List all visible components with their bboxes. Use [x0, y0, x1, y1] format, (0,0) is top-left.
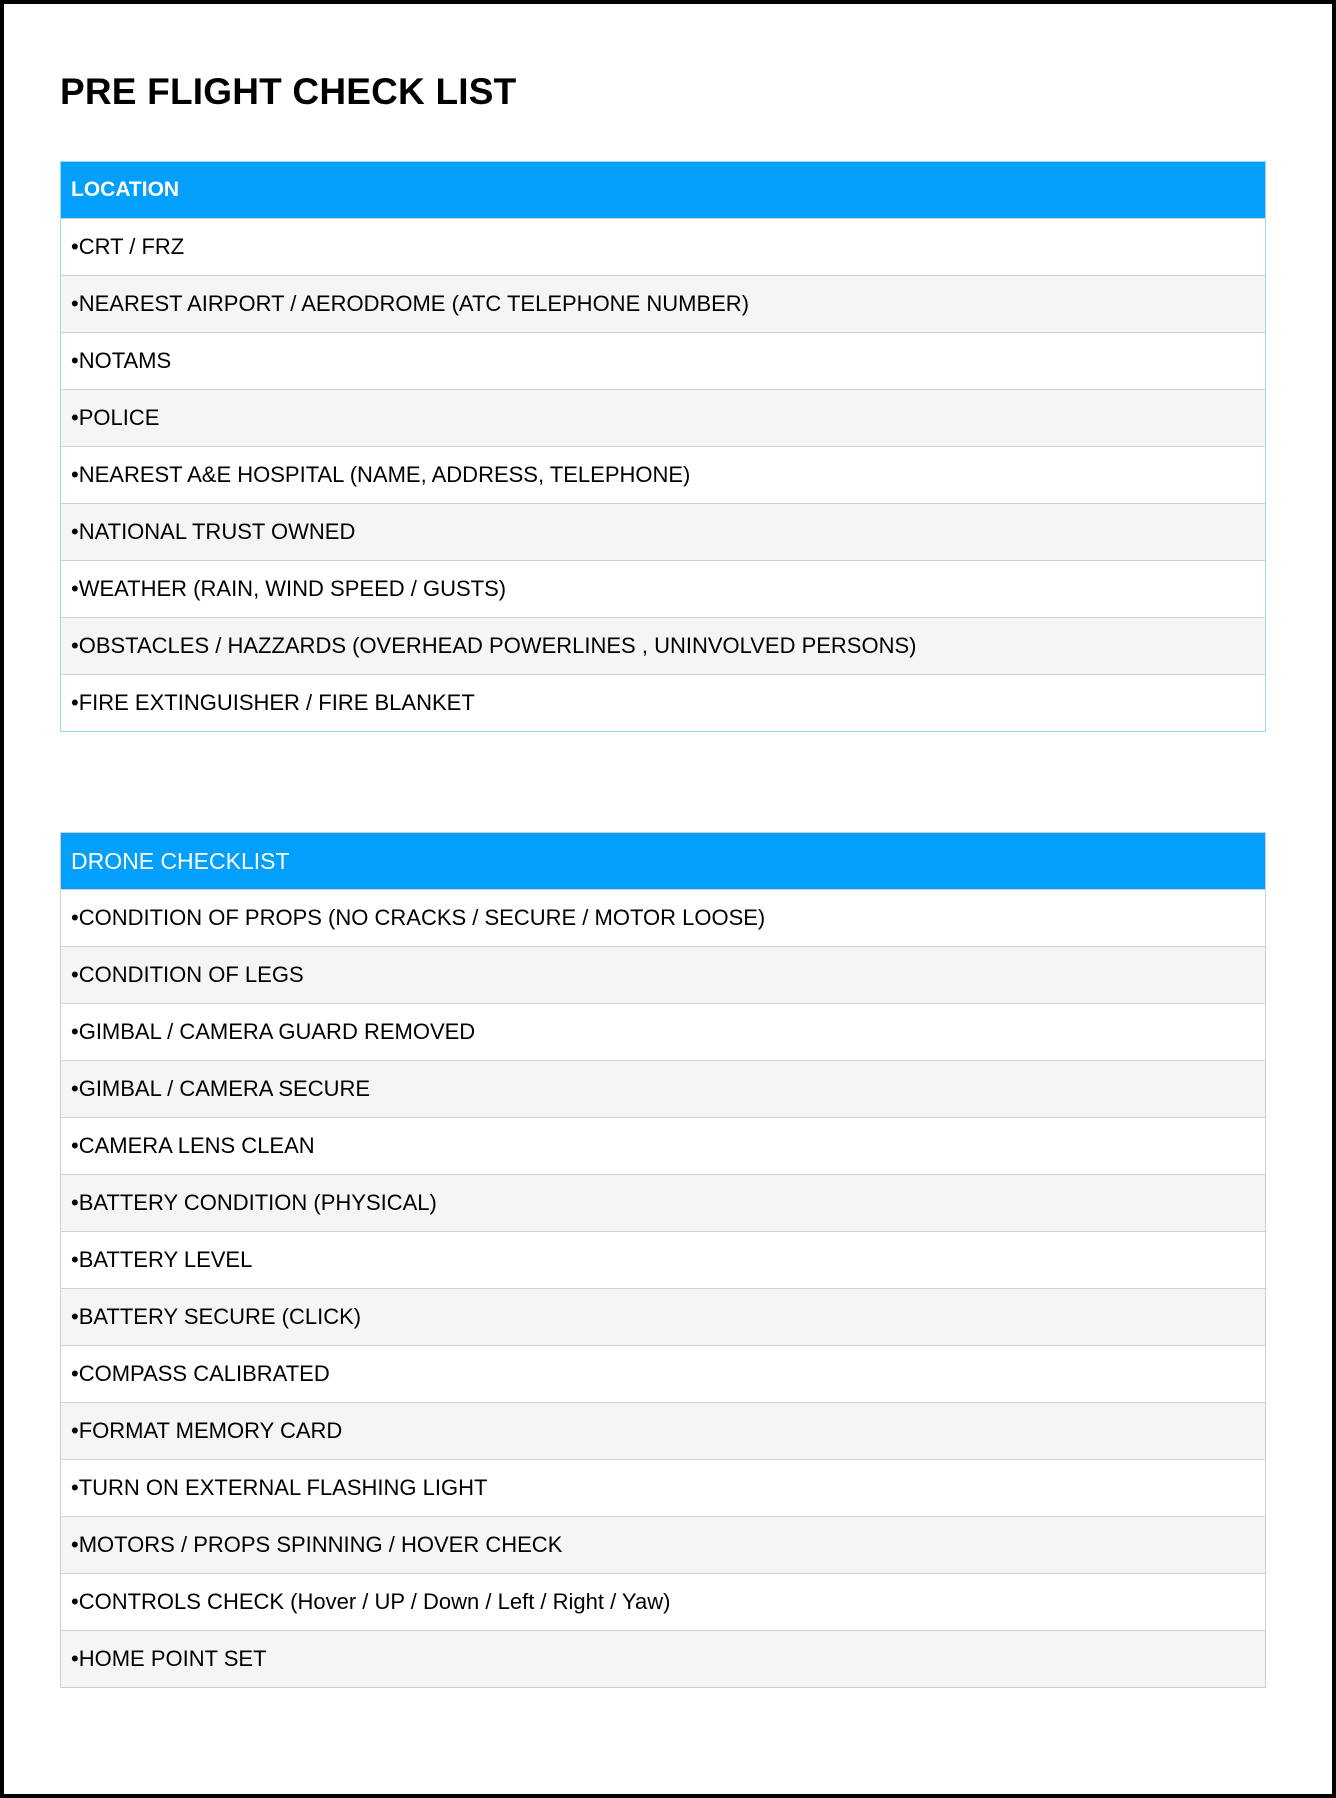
checklist-item: •NATIONAL TRUST OWNED — [61, 504, 1266, 561]
checklist-item: •BATTERY LEVEL — [61, 1232, 1266, 1289]
checklist-item: •POLICE — [61, 390, 1266, 447]
drone-checklist-table — [60, 832, 1266, 1688]
checklist-item: •GIMBAL / CAMERA GUARD REMOVED — [61, 1004, 1266, 1061]
table-row — [61, 219, 1266, 276]
checklist-item: •MOTORS / PROPS SPINNING / HOVER CHECK — [61, 1517, 1266, 1574]
table-row — [61, 504, 1266, 561]
checklist-item: •BATTERY SECURE (CLICK) — [61, 1289, 1266, 1346]
checklist-item: •CONTROLS CHECK (Hover / UP / Down / Left / Right / Yaw) — [61, 1574, 1266, 1631]
table-row — [61, 1118, 1266, 1175]
table-row — [61, 1574, 1266, 1631]
checklist-item: •BATTERY CONDITION (PHYSICAL) — [61, 1175, 1266, 1232]
table-row — [61, 1403, 1266, 1460]
checklist-item: •TURN ON EXTERNAL FLASHING LIGHT — [61, 1460, 1266, 1517]
table-row — [61, 447, 1266, 504]
table-row — [61, 390, 1266, 447]
checklist-item: •HOME POINT SET — [61, 1631, 1266, 1688]
checklist-item: •CAMERA LENS CLEAN — [61, 1118, 1266, 1175]
table-row — [61, 675, 1266, 732]
table-row — [61, 1232, 1266, 1289]
table-row — [61, 890, 1266, 947]
checklist-item: •OBSTACLES / HAZZARDS (OVERHEAD POWERLINES , UNINVOLVED PERSONS) — [61, 618, 1266, 675]
checklist-item: •CRT / FRZ — [61, 219, 1266, 276]
table-row — [61, 333, 1266, 390]
table-row — [61, 1061, 1266, 1118]
table-row — [61, 1346, 1266, 1403]
table-header-row — [61, 833, 1266, 890]
table-row — [61, 1004, 1266, 1061]
checklist-item: •CONDITION OF LEGS — [61, 947, 1266, 1004]
table-row — [61, 1460, 1266, 1517]
checklist-item: •CONDITION OF PROPS (NO CRACKS / SECURE / MOTOR LOOSE) — [61, 890, 1266, 947]
checklist-item: •GIMBAL / CAMERA SECURE — [61, 1061, 1266, 1118]
checklist-item: •COMPASS CALIBRATED — [61, 1346, 1266, 1403]
checklist-item: •NEAREST AIRPORT / AERODROME (ATC TELEPHONE NUMBER) — [61, 276, 1266, 333]
checklist-item: •WEATHER (RAIN, WIND SPEED / GUSTS) — [61, 561, 1266, 618]
table-row — [61, 1175, 1266, 1232]
table-row — [61, 1289, 1266, 1346]
location-checklist-table — [60, 161, 1266, 732]
table-row — [61, 618, 1266, 675]
table-row — [61, 276, 1266, 333]
page-title: PRE FLIGHT CHECK LIST — [60, 71, 517, 112]
drone-section-heading: DRONE CHECKLIST — [61, 833, 1266, 890]
checklist-item: •NEAREST A&E HOSPITAL (NAME, ADDRESS, TELEPHONE) — [61, 447, 1266, 504]
table-header-row — [61, 162, 1266, 219]
checklist-item: •FORMAT MEMORY CARD — [61, 1403, 1266, 1460]
table-row — [61, 561, 1266, 618]
table-row — [61, 947, 1266, 1004]
table-row — [61, 1517, 1266, 1574]
checklist-item: •NOTAMS — [61, 333, 1266, 390]
table-row — [61, 1631, 1266, 1688]
checklist-item: •FIRE EXTINGUISHER / FIRE BLANKET — [61, 675, 1266, 732]
location-section-heading: LOCATION — [61, 162, 1266, 219]
